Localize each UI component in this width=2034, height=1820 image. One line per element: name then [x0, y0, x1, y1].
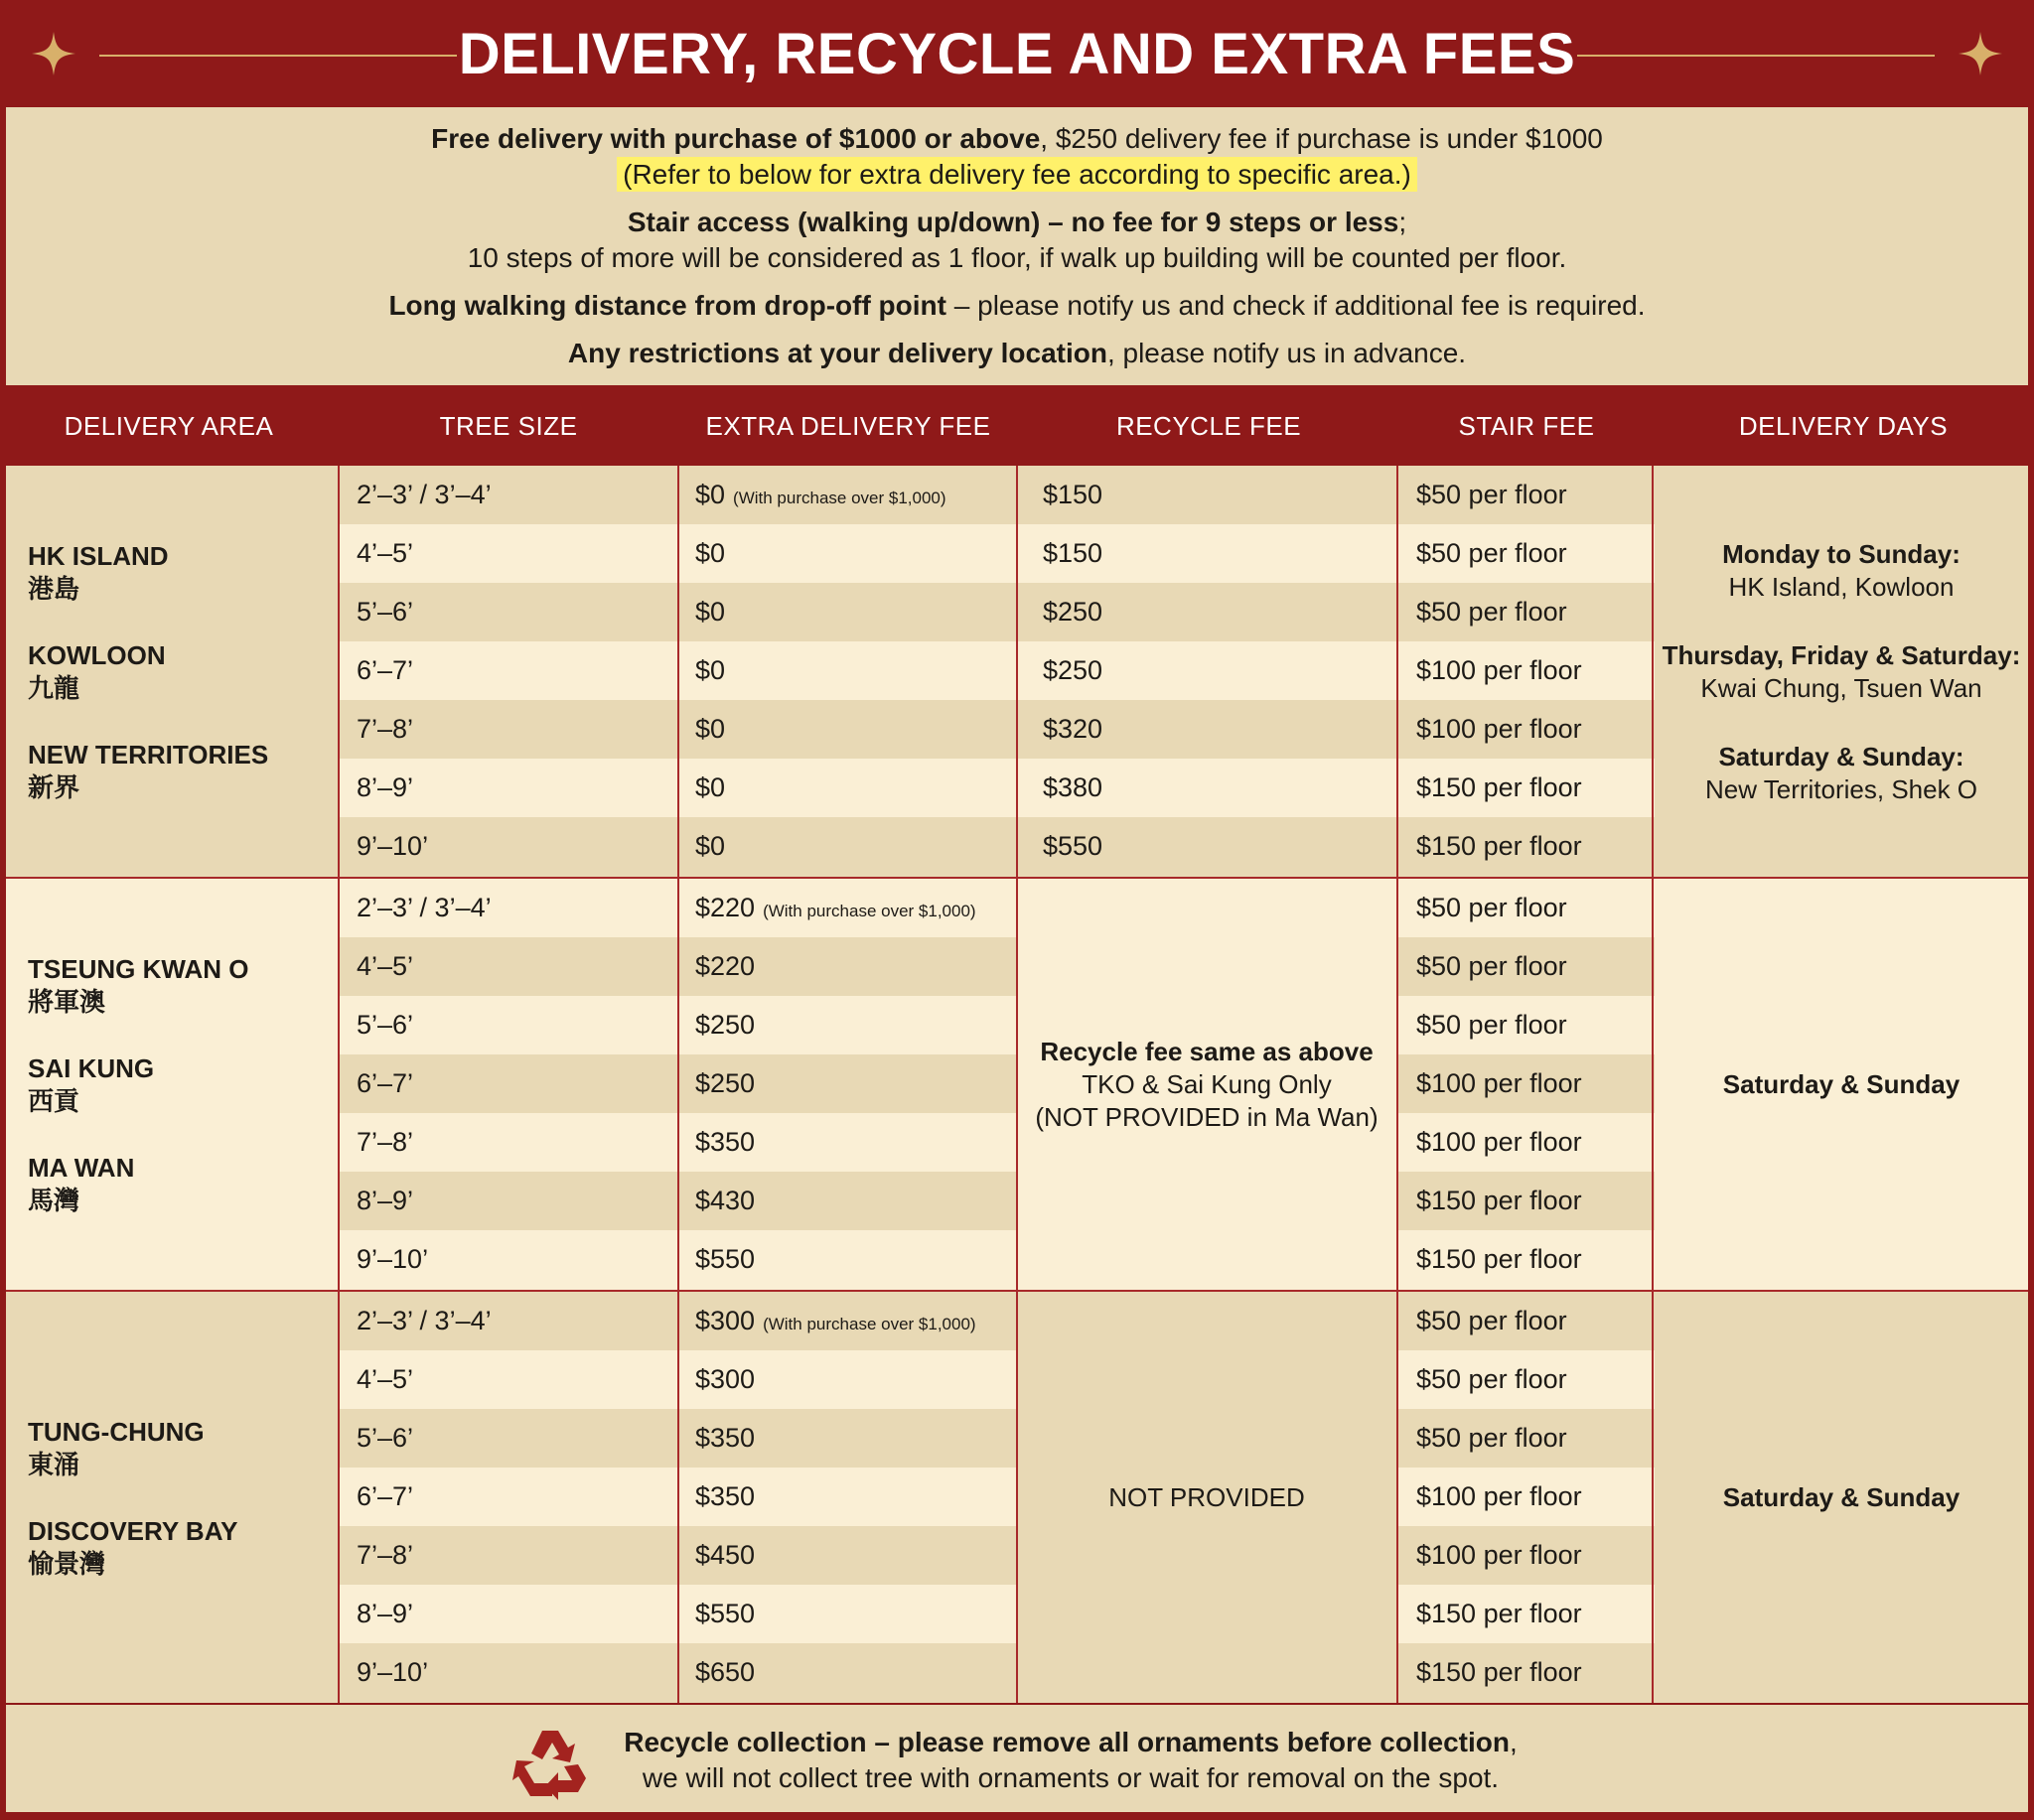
- stair-fee: $50 per floor: [1416, 480, 1567, 509]
- intro-restrictions-bold: Any restrictions at your delivery location: [567, 338, 1107, 368]
- intro-stair-rest: ;: [1398, 207, 1407, 237]
- tree-size: 4’–5’: [357, 538, 414, 568]
- area-cell: [6, 879, 338, 1291]
- header-stair-fee: STAIR FEE: [1458, 411, 1595, 441]
- area-name-zh: 東涌: [28, 1449, 80, 1479]
- days-areas: HK Island, Kowloon: [1728, 571, 1955, 602]
- tree-size: 2’–3’ / 3’–4’: [357, 480, 492, 509]
- stair-fee: $100 per floor: [1416, 1481, 1582, 1511]
- days-label: Saturday & Sunday: [1722, 1481, 1961, 1512]
- tree-size: 5’–6’: [357, 597, 414, 627]
- area-name-zh: 新界: [28, 771, 80, 802]
- days-entry: [1722, 538, 1961, 604]
- recycle-footer: [6, 1705, 2028, 1812]
- delivery-fee-value: $300: [695, 1306, 756, 1335]
- stair-fee: $50 per floor: [1416, 1423, 1567, 1453]
- stair-fee: $100 per floor: [1416, 655, 1582, 685]
- delivery-fee: $0: [695, 597, 726, 627]
- header-recycle-fee: RECYCLE FEE: [1115, 411, 1302, 441]
- area-item: [28, 953, 338, 1019]
- area-name-zh: 西貢: [28, 1085, 80, 1116]
- area-cell: [6, 1292, 338, 1704]
- area-name-en: KOWLOON: [28, 639, 166, 670]
- table-header: [0, 387, 2034, 465]
- days-label: Monday to Sunday:: [1722, 538, 1961, 569]
- footer-line-1: [614, 1725, 1527, 1760]
- footer-rest: ,: [1509, 1727, 1518, 1757]
- area-name-zh: 愉景灣: [28, 1548, 106, 1579]
- delivery-fee: $250: [695, 1068, 756, 1098]
- title-rule-right: [1577, 55, 1935, 57]
- area-name-zh: 九龍: [28, 672, 80, 703]
- stair-fee: $100 per floor: [1416, 714, 1582, 744]
- tree-size: 2’–3’ / 3’–4’: [357, 893, 492, 922]
- intro-notes: [6, 107, 2028, 385]
- tree-size: 6’–7’: [357, 1481, 414, 1511]
- page-title: DELIVERY, RECYCLE AND EXTRA FEES: [458, 22, 1576, 86]
- recycle-note: [1035, 1036, 1378, 1134]
- stair-fee: $150 per floor: [1416, 1599, 1582, 1628]
- column-divider: [677, 466, 679, 1703]
- recycle-fee: $250: [1043, 597, 1103, 627]
- stair-fee: $150 per floor: [1416, 1657, 1582, 1687]
- footer-text: [614, 1725, 1527, 1796]
- intro-line-refer: [6, 157, 2028, 193]
- delivery-fee-value: $0: [695, 480, 726, 509]
- area-item: [28, 739, 338, 804]
- recycle-fee: $150: [1043, 480, 1103, 509]
- stair-fee: $150 per floor: [1416, 831, 1582, 861]
- stair-fee: $50 per floor: [1416, 951, 1567, 981]
- delivery-fee: $0: [695, 538, 726, 568]
- intro-walking-rest: – please notify us and check if additional fee is required.: [945, 290, 1646, 321]
- area-name-en: TSEUNG KWAN O: [28, 953, 249, 984]
- tree-size: 7’–8’: [357, 714, 414, 744]
- delivery-fee: $250: [695, 1010, 756, 1040]
- header-delivery-area: DELIVERY AREA: [64, 411, 274, 441]
- header-delivery-days: DELIVERY DAYS: [1738, 411, 1949, 441]
- delivery-fee: $220: [695, 951, 756, 981]
- stair-fee: $50 per floor: [1416, 1364, 1567, 1394]
- days-areas: New Territories, Shek O: [1704, 773, 1978, 804]
- tree-size: 9’–10’: [357, 1244, 429, 1274]
- column-divider: [338, 466, 340, 1703]
- column-divider: [1016, 466, 1018, 1703]
- stair-fee: $50 per floor: [1416, 538, 1567, 568]
- group-divider: [6, 1290, 2028, 1292]
- intro-line-restrictions: [6, 336, 2028, 371]
- area-name-zh: 將軍澳: [28, 986, 106, 1017]
- delivery-days-cell: [1655, 466, 2028, 878]
- delivery-fee: $0: [695, 772, 726, 802]
- recycle-not-provided: NOT PROVIDED: [1108, 1481, 1305, 1512]
- tree-size: 2’–3’ / 3’–4’: [357, 1306, 492, 1335]
- days-label: Saturday & Sunday: [1722, 1069, 1961, 1099]
- column-divider: [1652, 466, 1654, 1703]
- area-item: [28, 1416, 338, 1481]
- tree-size: 7’–8’: [357, 1127, 414, 1157]
- recycle-fee: $150: [1043, 538, 1103, 568]
- recycle-fee-merged-cell: [1017, 879, 1396, 1291]
- delivery-days-cell: [1655, 1292, 2028, 1703]
- tree-size: 8’–9’: [357, 1599, 414, 1628]
- area-item: [28, 1052, 338, 1118]
- intro-line-delivery: [6, 121, 2028, 157]
- sparkle-star-icon: [1957, 30, 2004, 77]
- intro-walking-bold: Long walking distance from drop-off point: [388, 290, 946, 321]
- days-entry: [1663, 639, 2021, 705]
- tree-size: 5’–6’: [357, 1423, 414, 1453]
- intro-line-stair: [6, 205, 2028, 240]
- intro-highlight: (Refer to below for extra delivery fee according to specific area.): [617, 157, 1417, 192]
- delivery-fee: $0: [695, 655, 726, 685]
- recycle-note-bold: Recycle fee same as above: [1040, 1037, 1374, 1066]
- delivery-fee-value: $220: [695, 893, 756, 922]
- area-name-en: TUNG-CHUNG: [28, 1416, 205, 1447]
- column-divider: [1396, 466, 1398, 1703]
- area-item: [28, 639, 338, 705]
- stair-fee: $150 per floor: [1416, 1244, 1582, 1274]
- delivery-fee-note: (With purchase over $1,000): [763, 902, 976, 920]
- stair-fee: $100 per floor: [1416, 1068, 1582, 1098]
- delivery-fee: [695, 879, 976, 937]
- delivery-fee: $0: [695, 831, 726, 861]
- area-name-en: MA WAN: [28, 1152, 135, 1183]
- delivery-fee: $300: [695, 1364, 756, 1394]
- stair-fee: $100 per floor: [1416, 1540, 1582, 1570]
- title-band: [0, 0, 2034, 106]
- stair-fee: $50 per floor: [1416, 1306, 1567, 1335]
- delivery-fee: [695, 1292, 976, 1350]
- delivery-fee: $0: [695, 714, 726, 744]
- recycle-fee-merged-cell: [1017, 1292, 1396, 1703]
- header-tree-size: TREE SIZE: [439, 411, 578, 441]
- area-cell: [6, 466, 338, 878]
- delivery-fee: $650: [695, 1657, 756, 1687]
- delivery-fee: $350: [695, 1481, 756, 1511]
- delivery-fee: $550: [695, 1244, 756, 1274]
- area-item: [28, 1152, 338, 1217]
- recycle-fee: $320: [1043, 714, 1103, 744]
- delivery-fee: $350: [695, 1423, 756, 1453]
- stair-fee: $50 per floor: [1416, 597, 1567, 627]
- stair-fee: $150 per floor: [1416, 772, 1582, 802]
- area-name-zh: 馬灣: [28, 1185, 80, 1215]
- stair-fee: $50 per floor: [1416, 1010, 1567, 1040]
- days-entry: [1705, 741, 1977, 806]
- intro-delivery-bold: Free delivery with purchase of $1000 or above: [431, 123, 1041, 154]
- tree-size: 4’–5’: [357, 1364, 414, 1394]
- area-name-zh: 港島: [28, 573, 80, 604]
- delivery-fee: $550: [695, 1599, 756, 1628]
- intro-line-walking: [6, 288, 2028, 324]
- area-item: [28, 1515, 338, 1581]
- header-extra-delivery-fee: EXTRA DELIVERY FEE: [705, 411, 991, 441]
- tree-size: 6’–7’: [357, 1068, 414, 1098]
- recycle-fee: $250: [1043, 655, 1103, 685]
- fees-table: [6, 466, 2028, 1703]
- tree-size: 6’–7’: [357, 655, 414, 685]
- tree-size: 4’–5’: [357, 951, 414, 981]
- recycle-note-line2: TKO & Sai Kung Only: [1082, 1069, 1332, 1099]
- footer-line-2: we will not collect tree with ornaments or wait for removal on the spot.: [642, 1762, 1500, 1793]
- delivery-fee: $450: [695, 1540, 756, 1570]
- area-name-en: HK ISLAND: [28, 540, 169, 571]
- intro-delivery-rest: , $250 delivery fee if purchase is under $1000: [1040, 123, 1603, 154]
- tree-size: 5’–6’: [357, 1010, 414, 1040]
- area-name-en: DISCOVERY BAY: [28, 1515, 238, 1546]
- stair-fee: $100 per floor: [1416, 1127, 1582, 1157]
- delivery-fee: [695, 466, 946, 524]
- recycle-fee: $550: [1043, 831, 1103, 861]
- delivery-fee: $430: [695, 1186, 756, 1215]
- area-name-en: SAI KUNG: [28, 1052, 155, 1083]
- delivery-days-cell: [1655, 879, 2028, 1291]
- days-areas: Kwai Chung, Tsuen Wan: [1700, 672, 1982, 703]
- area-name-en: NEW TERRITORIES: [28, 739, 269, 770]
- tree-size: 8’–9’: [357, 1186, 414, 1215]
- tree-size: 7’–8’: [357, 1540, 414, 1570]
- stair-fee: $50 per floor: [1416, 893, 1567, 922]
- stair-fee: $150 per floor: [1416, 1186, 1582, 1215]
- group-divider: [6, 877, 2028, 879]
- intro-restrictions-rest: , please notify us in advance.: [1106, 338, 1467, 368]
- footer-bold: Recycle collection – please remove all ornaments before collection: [624, 1727, 1510, 1757]
- area-item: [28, 540, 338, 606]
- days-label: Thursday, Friday & Saturday:: [1662, 639, 2021, 670]
- recycle-icon: [512, 1727, 588, 1802]
- tree-size: 9’–10’: [357, 1657, 429, 1687]
- days-label: Saturday & Sunday:: [1718, 741, 1964, 771]
- recycle-note-line3: (NOT PROVIDED in Ma Wan): [1035, 1102, 1379, 1132]
- delivery-fee-note: (With purchase over $1,000): [733, 489, 946, 507]
- tree-size: 9’–10’: [357, 831, 429, 861]
- tree-size: 8’–9’: [357, 772, 414, 802]
- intro-line-steps: 10 steps of more will be considered as 1 floor, if walk up building will be counted per floor.: [467, 242, 1567, 273]
- delivery-fee-note: (With purchase over $1,000): [763, 1315, 976, 1333]
- intro-stair-bold: Stair access (walking up/down) – no fee for 9 steps or less: [627, 207, 1399, 237]
- recycle-fee: $380: [1043, 772, 1103, 802]
- delivery-fee: $350: [695, 1127, 756, 1157]
